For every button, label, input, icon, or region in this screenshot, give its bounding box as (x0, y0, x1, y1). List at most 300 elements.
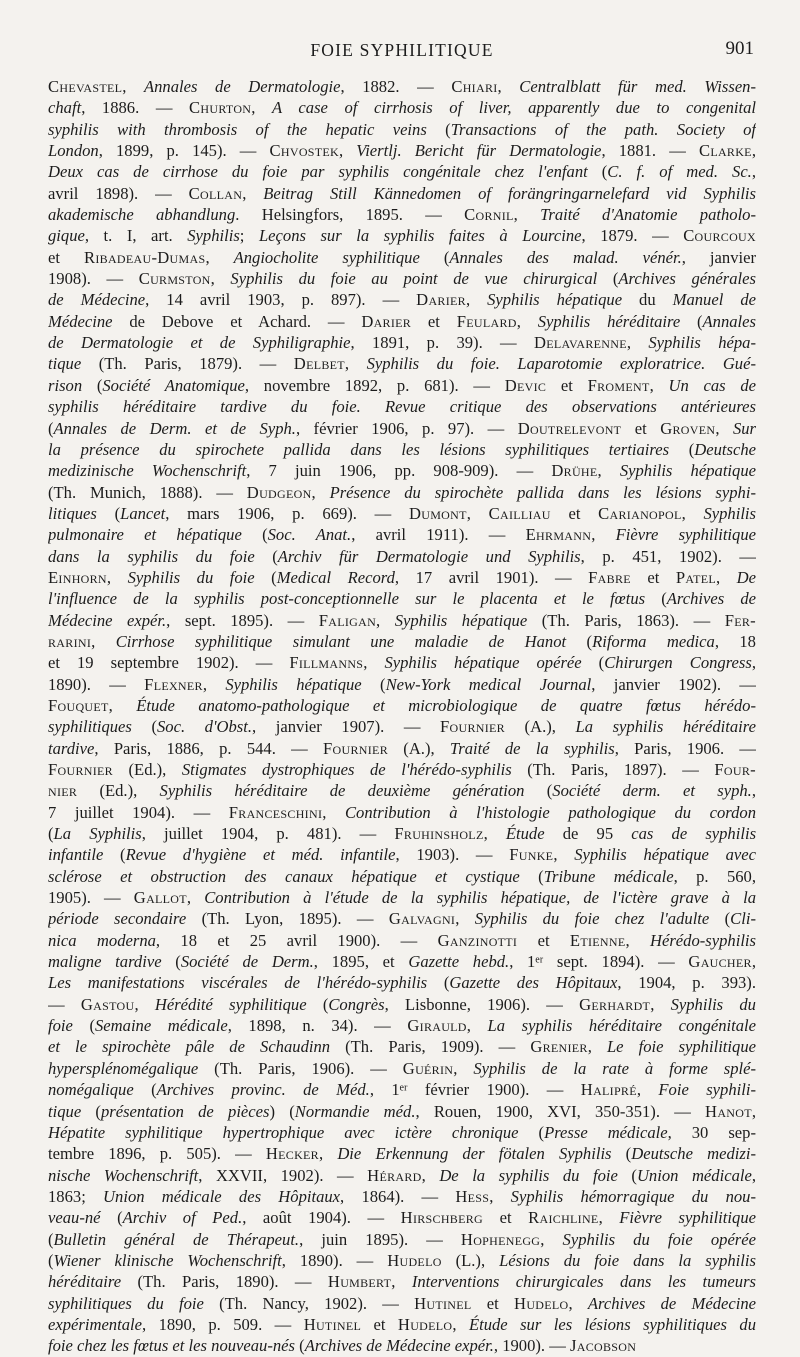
italic-title: Annales des malad. vénér. (449, 247, 682, 267)
author-name: Ehrmann (525, 525, 592, 545)
author-name: Faligan (318, 610, 377, 630)
text-run: , 30 sep- (667, 1122, 756, 1142)
italic-title: Union médicale (636, 1165, 752, 1185)
italic-title: tardive (48, 738, 95, 758)
text-run: 1905). — (48, 888, 134, 908)
text-line (48, 1314, 756, 1335)
italic-title: Syphilis (187, 226, 240, 246)
text-line (48, 759, 756, 780)
text-run: ( (669, 439, 695, 459)
text-run: ( (597, 269, 619, 289)
text-run: , (465, 290, 488, 310)
text-run: ( (96, 503, 121, 523)
italic-title: Archives de Médecine (587, 1293, 756, 1313)
italic-title: Deutsche medizi- (631, 1144, 756, 1164)
italic-title: Union médicale des Hôpitaux (103, 1186, 341, 1206)
text-line (48, 887, 756, 908)
text-line (48, 1165, 756, 1186)
italic-title: Archives de Médecine expér. (304, 1336, 494, 1356)
text-line (48, 289, 756, 310)
italic-title: nische Wochenschrift (48, 1165, 199, 1185)
text-line (48, 524, 756, 545)
text-run: de Debove et Achard. — (112, 311, 362, 331)
italic-title: medizinische Wochenschrift (48, 461, 247, 481)
text-line (48, 1271, 756, 1292)
text-run: , (251, 98, 272, 118)
author-name: Gaucher (688, 952, 752, 972)
italic-title: foie chez les fœtus et les nouveau-nés (48, 1336, 296, 1356)
author-name: Chvostek (269, 141, 339, 161)
italic-title: Archives générales (618, 269, 756, 289)
page-number: 901 (725, 38, 754, 59)
text-run: , 1899, p. 145). — (98, 141, 270, 161)
italic-title: Annales de Derm. et de Syph. (53, 418, 296, 438)
italic-title: Archives provinc. de Méd. (156, 1080, 370, 1100)
text-line (48, 908, 756, 929)
text-run: , (715, 567, 737, 587)
italic-title: Un cas de (668, 375, 756, 395)
author-name: Einhorn (48, 567, 107, 587)
italic-title: Syphilis (703, 503, 756, 523)
italic-title: Société Anatomique (102, 375, 245, 395)
text-run: , (591, 525, 616, 545)
text-run: ( (519, 866, 544, 886)
author-name: Guérin (402, 1058, 454, 1078)
italic-title: foie (48, 1016, 73, 1036)
text-run: (A.), (504, 717, 576, 737)
text-run: , Rouen, 1900, XVI, 350-351). — (415, 1101, 706, 1121)
text-line (48, 140, 756, 161)
author-name: Hirschberg (400, 1208, 484, 1228)
text-line (48, 97, 756, 118)
author-name: Darier (416, 290, 466, 310)
italic-title: nomégalique (48, 1080, 134, 1100)
page-header (48, 36, 756, 70)
text-run: , janvier (681, 247, 756, 267)
italic-title: Société derm. et syph. (552, 781, 752, 801)
italic-title: Medical Record (276, 567, 395, 587)
italic-title: Lésions du foie dans la syphilis (499, 1250, 756, 1270)
text-run: , (210, 269, 231, 289)
text-line (48, 1079, 756, 1100)
text-line (48, 674, 756, 695)
text-line (48, 418, 756, 439)
text-line (48, 738, 756, 759)
text-run: et (471, 1293, 515, 1313)
italic-title: syphilitiques du foie (48, 1293, 204, 1313)
text-run: tembre 1896, p. 505). — (48, 1144, 266, 1164)
text-run: , (376, 610, 395, 630)
text-run: ( (133, 1080, 157, 1100)
text-run: ) ( (269, 1101, 295, 1121)
italic-title: sclérose et obstruction des canaux hépatique et cystique (48, 866, 520, 886)
author-name: Delbet (293, 354, 345, 374)
italic-title: Syphilis hémorragique du nou- (510, 1186, 756, 1206)
text-run: , (339, 141, 357, 161)
text-run: , novembre 1892, p. 681). — (244, 375, 505, 395)
author-name: Drühe (551, 461, 598, 481)
text-line (48, 503, 756, 524)
text-run: (Th. Paris, 1897). — (511, 760, 715, 779)
author-name: Delavarenne (533, 333, 627, 353)
italic-title: Le foie syphilitique (606, 1037, 756, 1057)
italic-title: Soc. d'Obst. (157, 717, 253, 737)
text-run: , (568, 1293, 588, 1313)
italic-title: Soc. Anat. (267, 525, 352, 545)
text-run: ( (566, 631, 593, 651)
italic-title: Cli- (730, 909, 756, 929)
italic-title: Cirrhose syphilitique simulant une maladie de Hanot (115, 631, 567, 651)
text-run: , 17 avril 1901). — (394, 567, 589, 587)
text-line (48, 204, 756, 225)
author-name: Froment (587, 375, 650, 395)
author-name: Hess (455, 1186, 490, 1206)
text-run: ( (295, 1336, 305, 1356)
text-run: ; (239, 226, 259, 246)
text-run: (Th. Paris, 1890). — (121, 1272, 328, 1292)
text-line (48, 652, 756, 673)
text-line (48, 610, 756, 631)
text-run: (Th. Munich, 1888). — (48, 482, 247, 502)
text-run: — (48, 994, 81, 1014)
italic-title: Syphilis hépatique (225, 674, 362, 694)
text-run: , (91, 631, 116, 651)
italic-title: Foie syphili- (658, 1080, 756, 1100)
italic-title: Traité de la syphilis (449, 738, 615, 758)
italic-title: Syphilis du foie opérée (562, 1229, 756, 1249)
italic-title: Archiv für Dermatologie und Syphilis (277, 546, 581, 566)
text-run: , 1903). — (395, 845, 510, 865)
text-run: , (649, 375, 669, 395)
text-run: , 1879. — (581, 226, 684, 246)
text-run: , 1890). — (281, 1250, 388, 1270)
text-line (48, 1101, 756, 1122)
italic-title: nica moderna (48, 930, 156, 950)
italic-title: Syphilis du foie (127, 567, 255, 587)
text-run: ( (48, 1250, 54, 1270)
text-run: (Th. Paris, 1879). — (81, 354, 294, 374)
author-name: Fournier (440, 717, 505, 737)
author-name: Galvagni (388, 909, 456, 929)
text-run: , (466, 1016, 488, 1036)
text-run: ( (426, 119, 451, 139)
italic-title: Étude sur les lésions syphilitiques du (468, 1314, 756, 1334)
italic-title: Traité d'Anatomie patholo- (540, 205, 756, 225)
text-run: , (421, 1165, 440, 1185)
author-name: Franceschini (228, 802, 323, 822)
italic-title: veau-né (48, 1208, 101, 1228)
italic-title: syphilis with thrombosis of the hepatic veins (48, 119, 427, 139)
text-line (48, 1229, 756, 1250)
running-title: FOIE SYPHILITIQUE (310, 40, 494, 60)
italic-title: Hérédo-syphilis (650, 930, 756, 950)
text-run: ( (48, 1229, 54, 1249)
italic-title: akademische abhandlung (48, 205, 236, 225)
author-name: Patel (675, 567, 716, 587)
italic-title: Syphilis hépatique (394, 610, 528, 630)
italic-title: Sur (732, 418, 756, 438)
italic-title: C. f. of med. Sc. (607, 162, 752, 182)
text-line (48, 1058, 756, 1079)
text-run: , (186, 888, 205, 908)
italic-title: De la syphilis du foie (439, 1165, 618, 1185)
text-run: ( (254, 567, 277, 587)
italic-title: hypersplénomégalique (48, 1058, 199, 1078)
author-name: Churton (189, 98, 252, 118)
italic-title: Beitrag Still Kännedomen of forängringarnelefard vid Syphilis (263, 183, 756, 203)
italic-title: Fièvre syphilitique (615, 525, 756, 545)
italic-title: Syphilis hépatique (619, 461, 756, 481)
author-name: Etienne (569, 930, 626, 950)
text-run: , (597, 461, 620, 481)
text-run: , août 1904). — (242, 1208, 401, 1228)
author-name: Courcoux (683, 226, 756, 246)
text-run: ( (48, 824, 54, 844)
text-line (48, 823, 756, 844)
text-line (48, 311, 756, 332)
italic-title: Syphilis héréditaire (537, 311, 681, 331)
italic-title: litiques (48, 503, 97, 523)
text-line (48, 951, 756, 972)
italic-title: tique (48, 1101, 82, 1121)
italic-title: héréditaire (48, 1272, 122, 1292)
author-name: Hudelo (514, 1293, 569, 1313)
italic-title: Riforma medica (592, 631, 715, 651)
text-run: (Th. Paris, 1909). — (330, 1037, 531, 1057)
text-run: , Paris, 1886, p. 544. — (94, 738, 324, 758)
text-line (48, 439, 756, 460)
text-run: , (636, 1080, 659, 1100)
italic-title: Annales (702, 311, 756, 331)
italic-title: Syphilis du foie chez l'adulte (474, 909, 710, 929)
text-run: , 1882. — (340, 77, 452, 96)
italic-title: Deux cas de cirrhose du foie par syphilis congénitale chez l'enfant (48, 162, 588, 182)
text-line (48, 1036, 756, 1057)
text-run: (L.), (441, 1250, 500, 1270)
author-name: Halipré (580, 1080, 637, 1100)
italic-title: Stigmates dystrophiques de l'hérédo-syphilis (181, 760, 512, 779)
italic-title: De (736, 567, 756, 587)
author-name: Hutinel (303, 1314, 362, 1334)
text-run: ( (645, 589, 667, 609)
text-run: , (751, 781, 756, 801)
text-run: ( (131, 717, 157, 737)
text-run: , (751, 1101, 756, 1121)
italic-title: dans la syphilis du foie (48, 546, 255, 566)
text-run: , (391, 1272, 412, 1292)
italic-title: Hépatite syphilitique hypertrophique avec ictère chronique (48, 1122, 519, 1142)
text-run: , (625, 930, 650, 950)
text-run: (Th. Lyon, 1895). — (186, 909, 389, 929)
author-name: Carianopol (598, 503, 682, 523)
author-name: Chiari (451, 77, 498, 96)
text-run: , (483, 824, 506, 844)
author-name: Darier (361, 311, 412, 331)
text-line (48, 460, 756, 481)
text-run: , Lisbonne, 1906). — (384, 994, 580, 1014)
text-line (48, 631, 756, 652)
text-run: , (242, 183, 264, 203)
italic-title: Interventions chirurgicales dans les tumeurs (411, 1272, 756, 1292)
text-run: , 1904, p. 393). (617, 973, 756, 993)
text-run: ( (241, 525, 268, 545)
text-run: et (411, 311, 457, 331)
text-run: , (322, 802, 345, 822)
italic-title: maligne tardive (48, 952, 162, 972)
author-name: Devic (504, 375, 547, 395)
text-run: , (751, 1165, 756, 1185)
author-name: Collan (188, 183, 243, 203)
text-run: , (489, 1186, 511, 1206)
text-run: , 1864). — (340, 1186, 456, 1206)
text-run: , (681, 503, 704, 523)
text-run: ( (161, 952, 181, 972)
text-run: (Ed.), (112, 760, 182, 779)
italic-title: de Dermatologie et de Syphiligraphie (48, 333, 351, 353)
author-name: Fer- (724, 610, 756, 630)
italic-title: Lancet (120, 503, 166, 523)
text-run: , 1881. — (601, 141, 699, 161)
text-line (48, 588, 756, 609)
author-name: Hudelo (387, 1250, 442, 1270)
text-run: de 95 (544, 824, 632, 844)
italic-title: cas de syphilis (631, 824, 756, 844)
text-run: , p. 560, (673, 866, 756, 886)
author-name: Fillmanns (289, 653, 364, 673)
text-run: , (751, 141, 756, 161)
text-line (48, 994, 756, 1015)
italic-title: Étude (505, 824, 545, 844)
italic-title: Syphilis du foie au point de vue chirurgical (230, 269, 598, 289)
italic-title: gique (48, 226, 85, 246)
text-run: et (48, 247, 84, 267)
italic-title: la présence du spirochete pallida dans les lésions syphilitiques tertiaires (48, 439, 670, 459)
text-line (48, 1186, 756, 1207)
text-run: ( (306, 994, 329, 1014)
text-run: , 1898, n. 34). — (227, 1016, 408, 1036)
author-name: Groven (660, 418, 716, 438)
text-run: , février 1906, p. 97). — (295, 418, 518, 438)
author-name: Feulard (456, 311, 517, 331)
author-name: Clarke (698, 141, 752, 161)
text-run: et (546, 375, 588, 395)
text-run: , (318, 1144, 338, 1164)
text-run: , (108, 695, 137, 715)
italic-title: Les manifestations viscérales de l'hérédo-syphilis (48, 973, 428, 993)
text-run: ( (419, 247, 450, 267)
text-run: , 14 avril 1903, p. 897). — (145, 290, 417, 310)
author-name: Hudelo (397, 1314, 453, 1334)
text-line (48, 1293, 756, 1314)
text-run: ( (587, 162, 608, 182)
text-line (48, 716, 756, 737)
italic-title: présentation de pièces (100, 1101, 270, 1121)
text-line (48, 1015, 756, 1036)
author-name: Four- (714, 760, 756, 779)
italic-title: chaft (48, 98, 82, 118)
text-run: , (497, 77, 520, 96)
italic-title: Contribution à l'histologie pathologique du cordon (344, 802, 756, 822)
italic-title: et le spirochète pâle de Schaudinn (48, 1037, 331, 1057)
text-line (48, 546, 756, 567)
text-run: ( (617, 1165, 637, 1185)
text-line (48, 1122, 756, 1143)
author-name: Fruhinsholz (394, 824, 484, 844)
text-line (48, 1250, 756, 1271)
italic-title: Médecine (48, 311, 113, 331)
author-name: Gastou (80, 994, 135, 1014)
italic-title: New-York medical Journal (385, 674, 592, 694)
text-line (48, 375, 756, 396)
italic-title: Médecine expér. (48, 610, 167, 630)
italic-title: Contribution à l'étude de la syphilis hépatique, de l'ictère grave à la (204, 888, 756, 908)
text-line (48, 1143, 756, 1164)
text-run: ( (361, 674, 386, 694)
text-run: ( (103, 845, 126, 865)
text-run: , janvier 1902). — (591, 674, 756, 694)
italic-title: Manuel de (672, 290, 756, 310)
italic-title: Archives de (666, 589, 756, 609)
italic-title: rison (48, 375, 83, 395)
italic-title: Syphilis héréditaire de deuxième génération (159, 781, 525, 801)
text-line (48, 695, 756, 716)
italic-title: pulmonaire et hépatique (48, 525, 242, 545)
text-run: , juin 1895). — (299, 1229, 461, 1249)
text-run: , janvier 1907). — (252, 717, 441, 737)
text-run: ( (611, 1144, 632, 1164)
text-run: , (626, 333, 649, 353)
italic-title: Société de Derm. (180, 952, 314, 972)
text-run: , (751, 952, 756, 972)
italic-title: La syphilis héréditaire congénitale (487, 1016, 756, 1036)
text-run: , (202, 674, 226, 694)
italic-title: Tribune médicale (543, 866, 674, 886)
text-run: et (621, 418, 661, 438)
italic-title: Étude anatomo-pathologique et microbiologique de quatre fœtus hérédo- (136, 695, 756, 715)
text-run: ( (81, 1101, 101, 1121)
italic-title: Leçons sur la syphilis faites à Lourcine (258, 226, 582, 246)
text-run: , 1ᵉʳ février 1900). — (369, 1080, 581, 1100)
text-line (48, 972, 756, 993)
text-run: ( (254, 546, 278, 566)
author-name: Ribadeau-Dumas (83, 247, 206, 267)
italic-title: de Médecine (48, 290, 146, 310)
italic-title: Syphilis du foie. Laparotomie exploratrice. Gué- (366, 354, 756, 374)
italic-title: Archiv of Ped. (122, 1208, 243, 1228)
text-run: , (715, 418, 733, 438)
italic-title: Angiocholite syphilitique (233, 247, 420, 267)
text-run: (Th. Paris, 1906). — (198, 1058, 403, 1078)
italic-title: Viertlj. Bericht für Dermatologie (356, 141, 602, 161)
text-run: et (361, 1314, 398, 1334)
text-run: , (205, 247, 234, 267)
text-run: , avril 1911). — (351, 525, 526, 545)
italic-title: Syphilis hépatique avec (574, 845, 756, 865)
author-name: Hanot (705, 1101, 752, 1121)
italic-title: Congrès (328, 994, 385, 1014)
italic-title: Presse médicale (544, 1122, 668, 1142)
author-name: Fouquet (48, 695, 109, 715)
text-run: . Helsingfors, 1895. — (235, 205, 465, 225)
italic-title: tique (48, 354, 82, 374)
italic-title: Semaine médicale (95, 1016, 228, 1036)
text-run: , (598, 1208, 620, 1228)
text-run: , (751, 162, 756, 182)
text-run: , (455, 909, 475, 929)
author-name: rarini (48, 631, 92, 651)
text-run: , (453, 1058, 474, 1078)
text-line (48, 353, 756, 374)
